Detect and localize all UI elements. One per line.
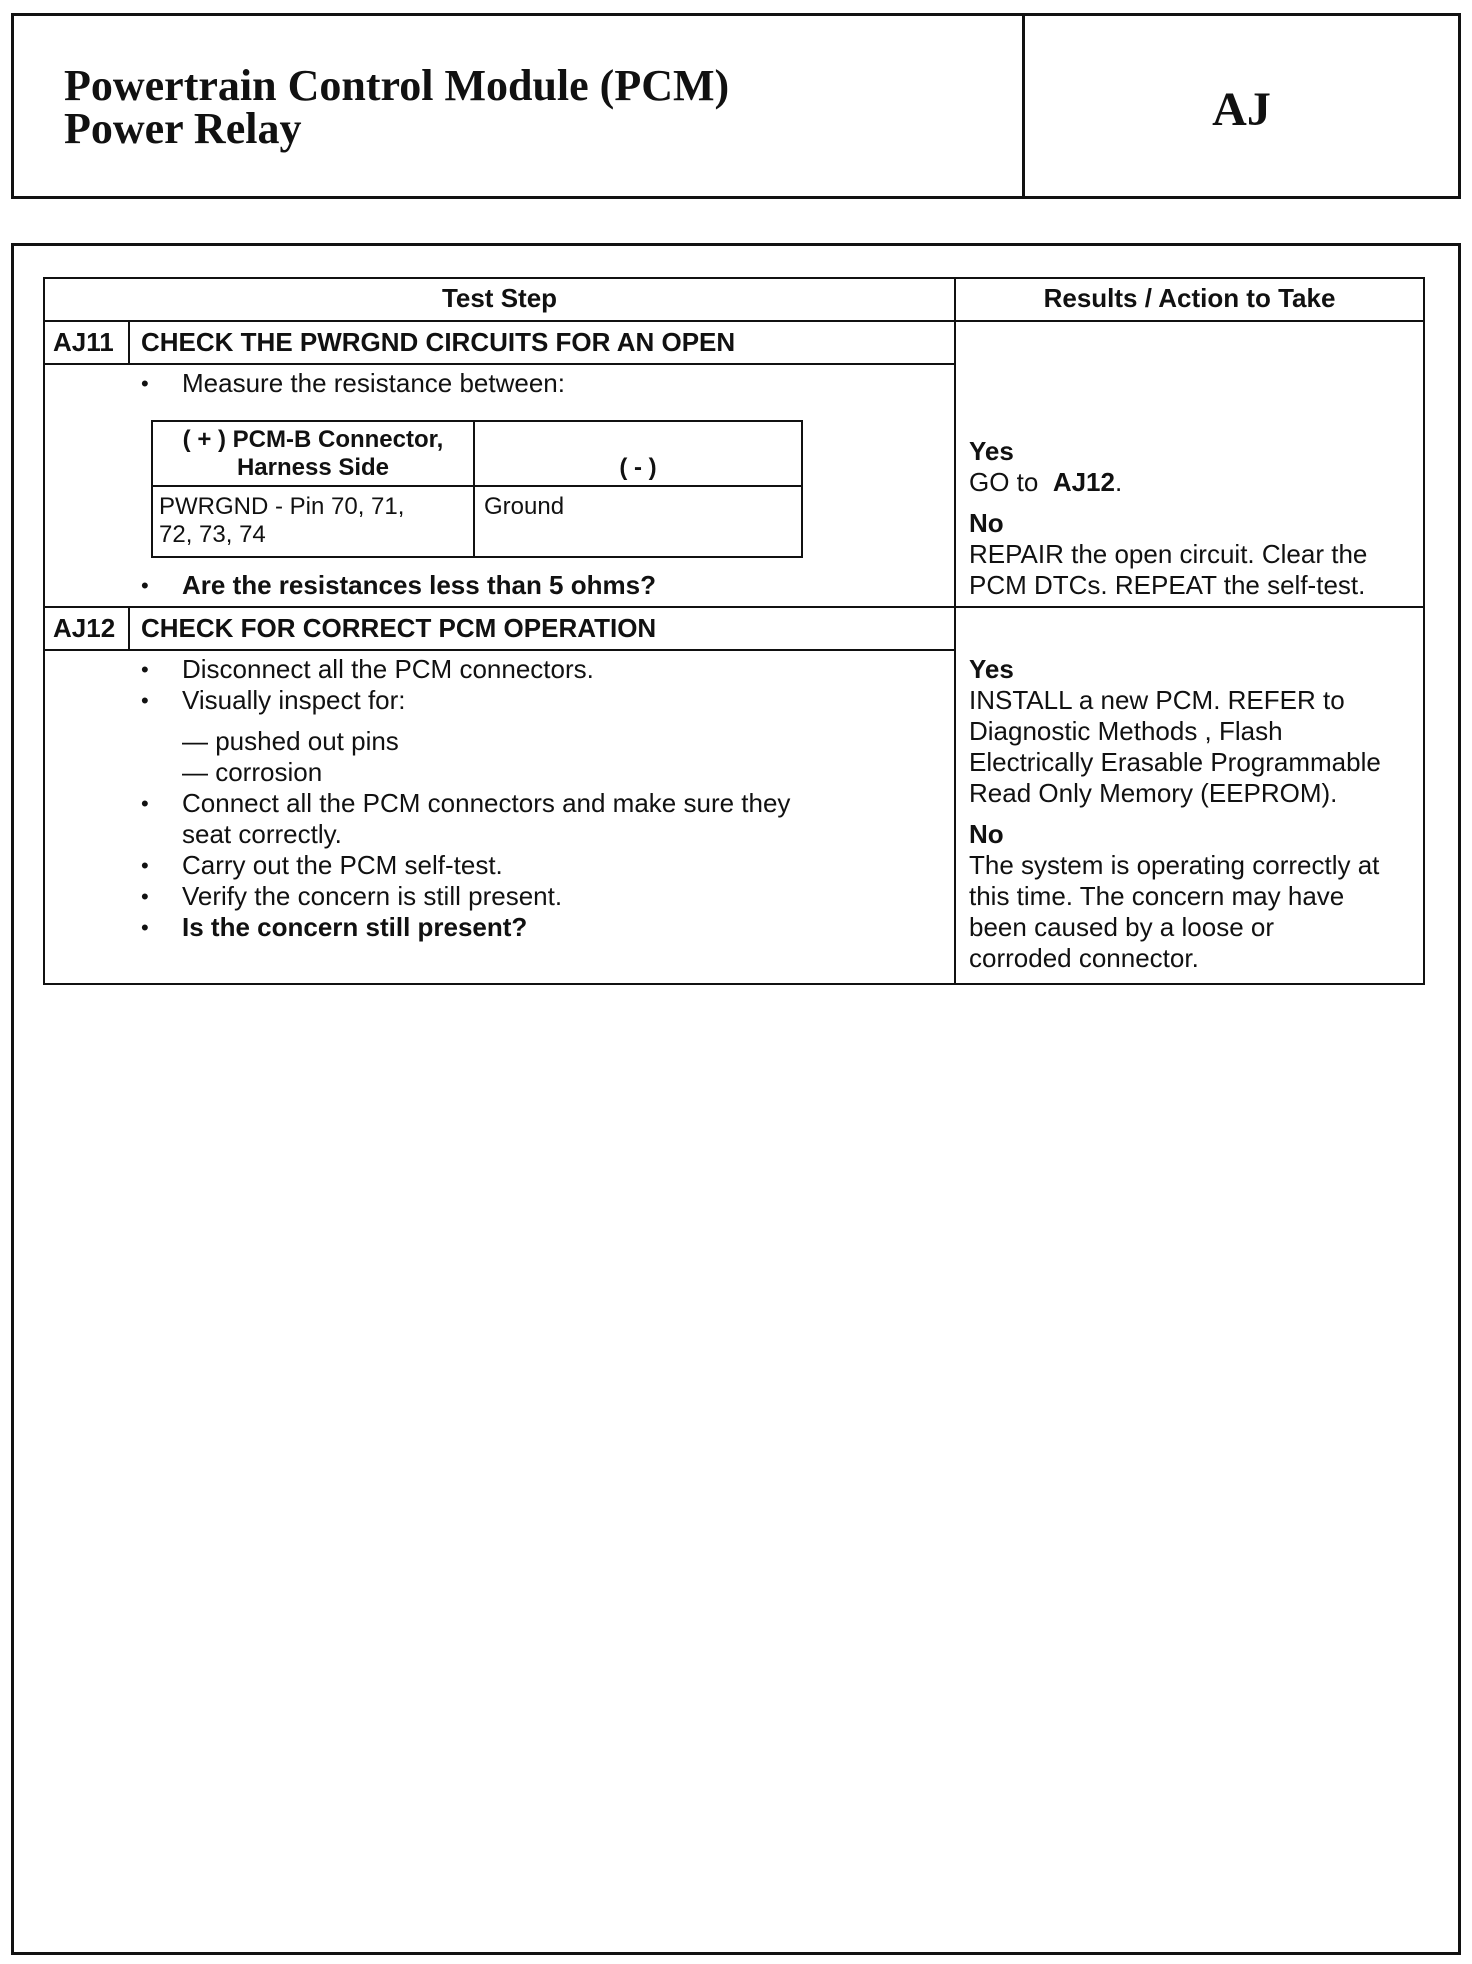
- section-code: AJ: [1212, 82, 1271, 136]
- aj11-no-label: No: [969, 508, 1004, 538]
- bullet-icon: •: [141, 915, 149, 940]
- resistance-header-positive-line2: Harness Side: [236, 454, 390, 481]
- aj11-no-action-line1: REPAIR the open circuit. Clear the: [969, 539, 1368, 569]
- aj12-bullet-disconnect: Disconnect all the PCM connectors.: [182, 654, 594, 684]
- aj12-question: Is the concern still present?: [182, 912, 528, 942]
- resistance-header-positive-line1: ( + ) PCM-B Connector,: [182, 426, 444, 453]
- aj12-no-action-line2: this time. The concern may have: [969, 881, 1345, 911]
- aj11-yes-action: GO to AJ12.: [969, 467, 1123, 497]
- bullet-icon: •: [141, 688, 149, 713]
- bullet-icon: •: [141, 657, 149, 682]
- bullet-icon: •: [141, 853, 149, 878]
- step-title-aj11: CHECK THE PWRGND CIRCUITS FOR AN OPEN: [141, 327, 736, 357]
- column-divider: [954, 279, 956, 983]
- bullet-icon: •: [141, 791, 149, 816]
- aj12-yes-action-line3: Electrically Erasable Programmable: [969, 747, 1381, 777]
- aj11-instruction: Measure the resistance between:: [182, 368, 565, 398]
- aj12-yes-action-line1: INSTALL a new PCM. REFER to: [969, 685, 1345, 715]
- resistance-cell-ground: Ground: [484, 493, 565, 520]
- id-divider-aj12: [128, 608, 130, 649]
- resistance-header-negative: ( - ): [619, 454, 657, 481]
- aj12-no-label: No: [969, 819, 1004, 849]
- resistance-cell-pwrgnd-line1: PWRGND - Pin 70, 71,: [159, 493, 405, 520]
- bullet-icon: •: [141, 371, 149, 396]
- resistance-table-rule: [153, 485, 801, 487]
- page-title: [14, 16, 1025, 196]
- aj12-bullet-connect-line2: seat correctly.: [182, 819, 342, 849]
- aj12-no-action-line1: The system is operating correctly at: [969, 850, 1380, 880]
- aj11-no-action-line2: PCM DTCs. REPEAT the self-test.: [969, 570, 1366, 600]
- step-id-aj12: AJ12: [53, 613, 116, 643]
- page-title-line2: Power Relay: [64, 104, 302, 153]
- aj11-yes-label: Yes: [969, 436, 1014, 466]
- test-step-table: [43, 277, 1425, 985]
- step-id-aj11: AJ11: [53, 327, 114, 357]
- resistance-table-divider: [473, 422, 475, 556]
- bullet-icon: •: [141, 884, 149, 909]
- aj12-title-rule: [45, 649, 954, 651]
- header-rule: [45, 320, 1423, 322]
- aj12-sub-corrosion: — corrosion: [182, 757, 323, 787]
- resistance-cell-pwrgnd-line2: 72, 73, 74: [159, 521, 266, 548]
- aj11-title-rule: [45, 363, 954, 365]
- aj12-bullet-self-test: Carry out the PCM self-test.: [182, 850, 503, 880]
- aj12-bullet-inspect: Visually inspect for:: [182, 685, 406, 715]
- aj12-no-action-line4: corroded connector.: [969, 943, 1199, 973]
- column-header-results: Results / Action to Take: [1043, 283, 1336, 313]
- id-divider-aj11: [128, 322, 130, 363]
- resistance-table: [151, 420, 803, 558]
- page-title-line1: Powertrain Control Module (PCM): [64, 61, 730, 110]
- aj12-sub-pushed-pins: — pushed out pins: [182, 726, 399, 756]
- bullet-icon: •: [141, 573, 149, 598]
- aj12-bullet-verify: Verify the concern is still present.: [182, 881, 563, 911]
- aj12-yes-action-line4: Read Only Memory (EEPROM).: [969, 778, 1338, 808]
- aj12-no-action-line3: been caused by a loose or: [969, 912, 1274, 942]
- aj12-yes-label: Yes: [969, 654, 1014, 684]
- step-title-aj12: CHECK FOR CORRECT PCM OPERATION: [141, 613, 657, 643]
- aj11-question: Are the resistances less than 5 ohms?: [182, 570, 656, 600]
- column-header-test-step: Test Step: [441, 283, 558, 313]
- aj12-bullet-connect-line1: Connect all the PCM connectors and make sure they: [182, 788, 791, 818]
- aj12-yes-action-line2: Diagnostic Methods , Flash: [969, 716, 1283, 746]
- page-header: [11, 13, 1461, 199]
- step-separator: [45, 606, 1423, 608]
